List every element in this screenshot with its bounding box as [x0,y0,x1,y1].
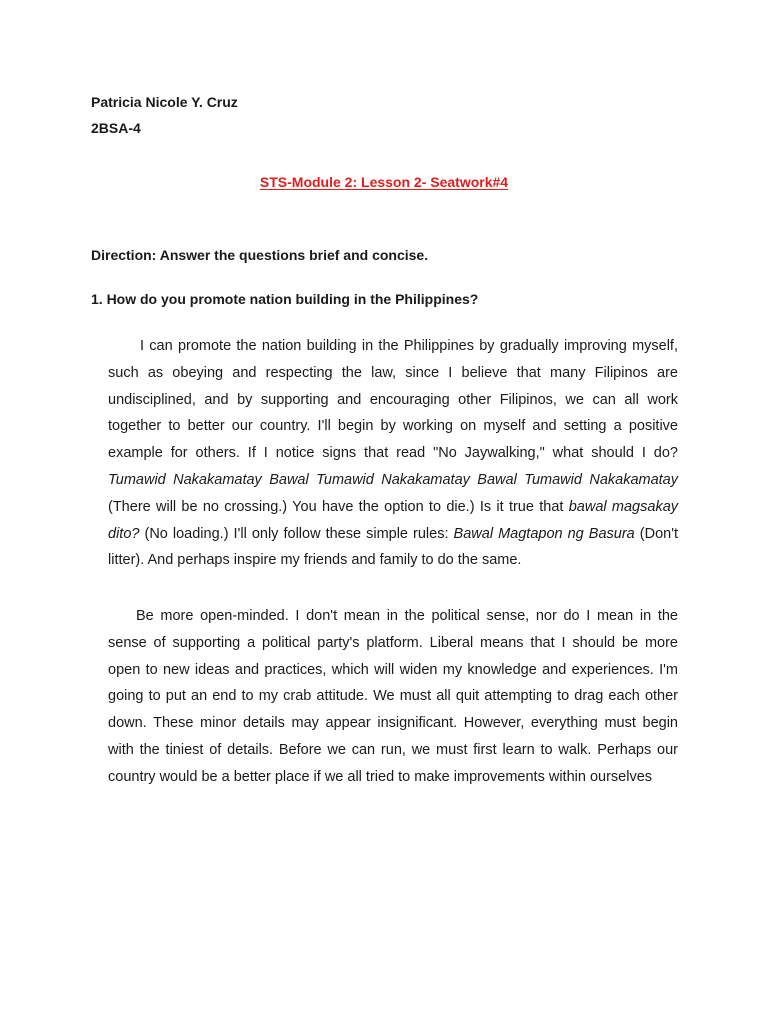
line-text: (Don't [634,525,678,542]
answer-paragraph-2 [108,603,678,791]
paragraph-line: example for others. If I notice signs that read "No Jaywalking," what should I do? [108,445,678,462]
filipino-phrase: dito? [108,525,140,542]
line-text: (No loading.) I'll only follow these simple rules: [139,525,454,542]
paragraph-line: Be more open-minded. I don't mean in the political sense, nor do I mean in the [136,608,678,624]
paragraph-line: with the tiniest of details. Before we can run, we must first learn to walk. Perhaps our [108,741,678,758]
answer-paragraph-1 [108,333,678,574]
paragraph-line [108,521,678,548]
direction-text: Direction: Answer the questions brief and concise. [91,247,429,263]
line-text: (There will be no crossing.) You have the option to die.) Is it true that [108,498,569,515]
paragraph-line: down. These minor details may appear insignificant. However, everything must begin [108,715,678,732]
paragraph-line: open to new ideas and practices, which will widen my knowledge and experiences. I'm [108,661,678,678]
paragraph-line: undisciplined, and by supporting and encouraging other Filipinos, we can all work [108,391,678,408]
paragraph-line: going to put an end to my crab attitude. We must all quit attempting to drag each other [108,688,678,705]
question-1: 1. How do you promote nation building in the Philippines? [91,291,479,307]
paragraph-line [108,494,678,521]
paragraph-line: I can promote the nation building in the Philippines by gradually improving myself, [140,338,678,354]
student-name: Patricia Nicole Y. Cruz [91,94,238,110]
paragraph-line: country would be a better place if we all tried to make improvements within ourselves [108,768,653,785]
paragraph-line: litter). And perhaps inspire my friends and family to do the same. [108,552,522,569]
filipino-phrase: Bawal Magtapon ng Basura [453,525,635,542]
paragraph-line: sense of supporting a political party's platform. Liberal means that I should be more [108,634,678,651]
filipino-phrase: bawal magsakay [568,498,679,515]
paragraph-line [108,467,678,494]
filipino-sign-text: Tumawid Nakakamatay Bawal Tumawid Nakakamatay Bawal Tumawid Nakakamatay [108,471,678,488]
document-title: STS-Module 2: Lesson 2- Seatwork#4 [259,174,509,190]
paragraph-line: together to better our country. I'll begin by working on myself and setting a positive [108,418,678,435]
student-section: 2BSA-4 [91,120,141,136]
paragraph-line: such as obeying and respecting the law, since I believe that many Filipinos are [108,364,678,381]
